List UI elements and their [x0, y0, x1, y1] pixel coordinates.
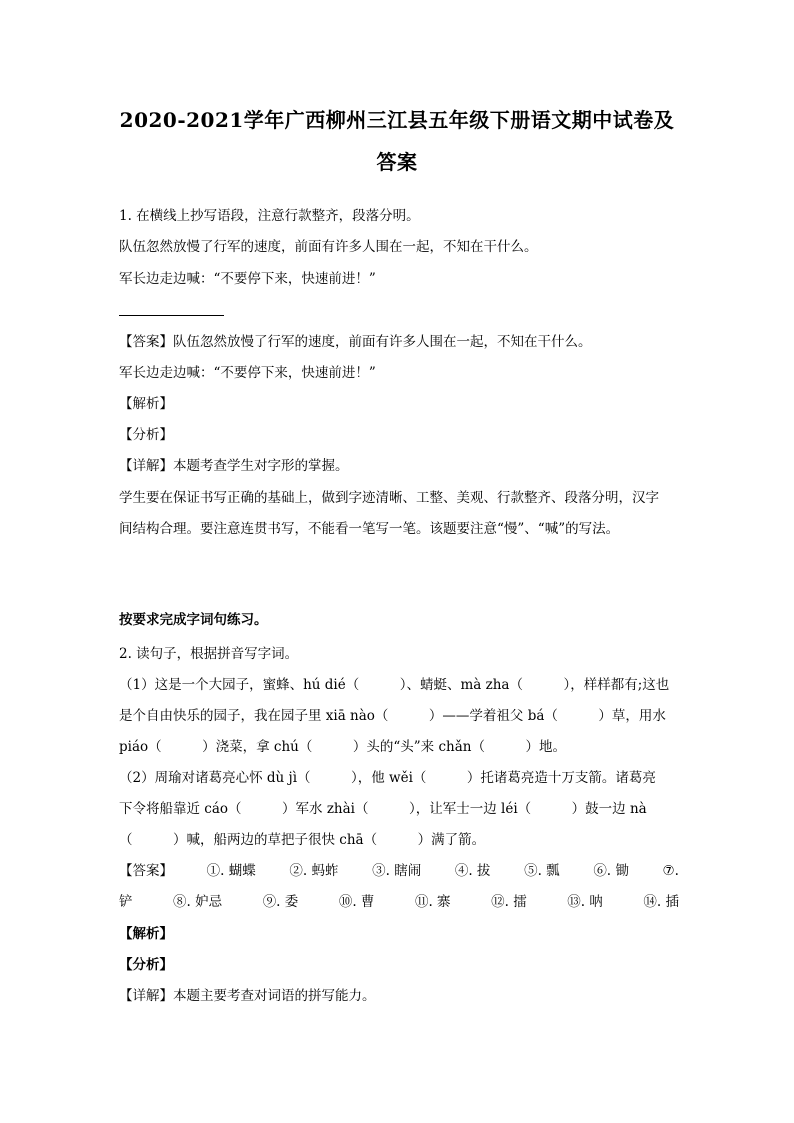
q1-answer-1: 【答案】队伍忽然放慢了行军的速度，前面有许多人围在一起，不知在干什么。 — [119, 334, 592, 350]
answer-item: ⑬. 呐 — [567, 894, 603, 910]
q2-jiexi-label: 【解析】 — [119, 926, 173, 942]
answer-item: ④. 拔 — [454, 863, 491, 879]
answer-item: ⑧. 妒忌 — [173, 894, 223, 910]
answer-item: ②. 蚂蚱 — [289, 863, 339, 879]
answer-item: ⑨. 委 — [262, 894, 299, 910]
answer-item: ⑤. 瓢 — [524, 863, 560, 879]
q1-fenxi-label: 【分析】 — [119, 427, 173, 443]
page-title-line-1: 2020-2021学年广西柳州三江县五年级下册语文期中试卷及 — [119, 108, 675, 132]
answer-label: 【答案】 — [119, 863, 173, 879]
q2-line-3: piáo（ ）浇菜，拿 chú（ ）头的“头”来 chǎn（ ）地。 — [119, 739, 566, 755]
answer-item: 铲 — [119, 894, 133, 910]
q2-answer-row-2 — [119, 893, 679, 911]
answer-item: ⑫. 擂 — [491, 894, 527, 910]
q1-prompt: 1. 在横线上抄写语段，注意行款整齐，段落分明。 — [119, 208, 420, 224]
q1-answer-2: 军长边走边喊：“不要停下来，快速前进！” — [119, 365, 376, 381]
q1-text-1: 队伍忽然放慢了行军的速度，前面有许多人围在一起，不知在干什么。 — [119, 239, 538, 255]
q2-prompt: 2. 读句子，根据拼音写字词。 — [119, 646, 299, 662]
answer-item: ①. 蝴蝶 — [206, 863, 256, 879]
section-heading: 按要求完成字词句练习。 — [119, 612, 268, 628]
q2-line-1: （1）这是一个大园子，蜜蜂、hú dié（ ）、蜻蜓、mà zha（ ），样样都有;这也 — [119, 677, 670, 693]
answer-item: ⑩. 曹 — [338, 894, 375, 910]
q2-xiangjie: 【详解】本题主要考查对词语的拼写能力。 — [119, 988, 376, 1004]
q2-line-5: 下令将船靠近 cáo（ ）军水 zhài（ ），让军士一边 léi（ ）鼓一边 nà — [119, 801, 647, 817]
q1-xiangjie: 【详解】本题考查学生对字形的掌握。 — [119, 458, 349, 474]
answer-item: ⑭. 插 — [643, 894, 679, 910]
q1-explanation-1: 学生要在保证书写正确的基础上，做到字迹清晰、工整、美观、行款整齐、段落分明，汉字 — [119, 490, 659, 506]
q1-explanation-2: 间结构合理。要注意连贯书写，不能看一笔写一笔。该题要注意“慢”、“喊”的写法。 — [119, 521, 620, 537]
q2-line-4: （2）周瑜对诸葛亮心怀 dù jì（ ），他 wěi（ ）托诸葛亮造十万支箭。诸葛亮 — [119, 770, 656, 786]
page-title-line-2: 答案 — [376, 150, 418, 174]
answer-item: ⑥. 锄 — [593, 863, 629, 879]
q2-line-6: （ ）喊，船两边的草把子很快 chā（ ）满了箭。 — [119, 832, 486, 848]
answer-item: ⑦. — [662, 863, 679, 879]
q2-fenxi-label: 【分析】 — [119, 957, 173, 973]
answer-blank-line — [119, 315, 224, 316]
q2-line-2: 是个自由快乐的园子，我在园子里 xiā nào（ ）——学着祖父 bá（ ）草，用水 — [119, 708, 666, 724]
q1-jiexi-label: 【解析】 — [119, 396, 173, 412]
answer-item: ⑪. 寨 — [414, 894, 451, 910]
q1-text-2: 军长边走边喊：“不要停下来，快速前进！” — [119, 271, 376, 287]
answer-item: ③. 瞎闹 — [372, 863, 422, 879]
q2-answer-row-1 — [119, 862, 679, 880]
